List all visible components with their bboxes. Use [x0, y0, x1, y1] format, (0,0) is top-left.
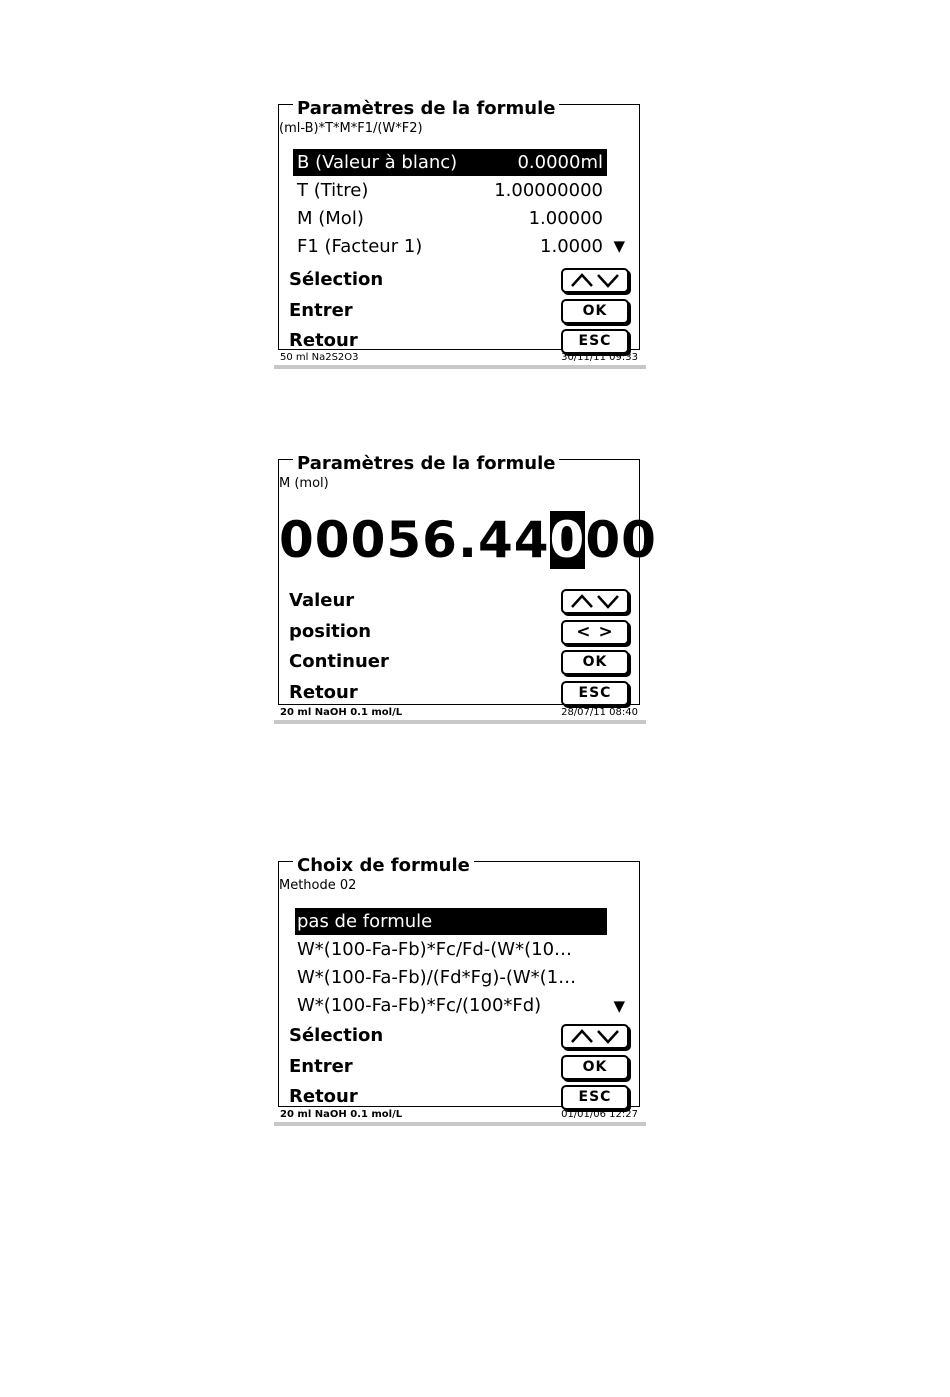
formula-option[interactable]	[295, 964, 635, 991]
formula-label: pas de formule	[297, 911, 433, 932]
value-cursor-digit[interactable]: 0	[549, 511, 586, 569]
dialog-title: Paramètres de la formule	[293, 454, 559, 474]
status-reagent: 20 ml NaOH 0.1 mol/L	[280, 707, 403, 718]
value-editor[interactable]	[279, 510, 657, 570]
selection-action[interactable]	[289, 265, 629, 295]
position-action[interactable]	[289, 617, 629, 647]
triangle-down-icon: ▼	[613, 997, 625, 1015]
status-underline	[274, 720, 646, 724]
method-subtitle: Methode 02	[279, 878, 357, 893]
action-label: Sélection	[289, 1025, 384, 1046]
up-down-key-button[interactable]	[561, 268, 629, 293]
param-row-b[interactable]	[293, 149, 607, 176]
screen-formula-choice	[278, 855, 642, 1123]
value-digits-before: 00056.44	[279, 511, 550, 569]
up-down-arrows-icon	[568, 593, 622, 609]
screen-formula-parameters	[278, 98, 642, 366]
left-right-key-button[interactable]: < >	[561, 620, 629, 645]
param-value: 1.00000000	[494, 180, 603, 201]
action-label: Entrer	[289, 1056, 353, 1077]
formula-subtitle: (ml-B)*T*M*F1/(W*F2)	[279, 121, 423, 136]
param-label: B (Valeur à blanc)	[297, 152, 458, 173]
param-row-t[interactable]	[293, 177, 607, 204]
dialog-title: Paramètres de la formule	[293, 99, 559, 119]
ok-key-button[interactable]: OK	[561, 650, 629, 675]
param-row-f1[interactable]	[293, 233, 607, 260]
action-label: Retour	[289, 330, 358, 351]
value-action[interactable]	[289, 586, 629, 616]
param-label: M (Mol)	[297, 208, 364, 229]
status-datetime: 01/01/06 12:27	[561, 1109, 638, 1120]
screen-value-entry	[278, 453, 657, 721]
status-datetime: 28/07/11 08:40	[561, 707, 638, 718]
param-value: 0.0000ml	[517, 152, 603, 173]
action-label: Entrer	[289, 300, 353, 321]
return-action[interactable]	[289, 1082, 629, 1112]
formula-option[interactable]	[295, 936, 635, 963]
esc-key-button[interactable]: ESC	[561, 329, 629, 354]
parameter-subtitle: M (mol)	[279, 476, 329, 491]
param-row-m[interactable]	[293, 205, 607, 232]
up-down-key-button[interactable]	[561, 1024, 629, 1049]
action-label: Continuer	[289, 651, 389, 672]
action-label: Valeur	[289, 590, 355, 611]
formula-option[interactable]	[295, 908, 607, 935]
triangle-down-icon: ▼	[613, 237, 625, 255]
status-reagent: 20 ml NaOH 0.1 mol/L	[280, 1109, 403, 1120]
esc-key-button[interactable]: ESC	[561, 1085, 629, 1110]
dialog-frame	[278, 855, 640, 1107]
action-label: Retour	[289, 682, 358, 703]
param-label: F1 (Facteur 1)	[297, 236, 423, 257]
status-underline	[274, 1122, 646, 1126]
dialog-frame	[278, 98, 640, 351]
value-digits-after: 00	[585, 511, 657, 569]
return-action[interactable]	[289, 678, 629, 708]
status-underline	[274, 365, 646, 369]
dialog-frame	[278, 453, 657, 705]
esc-key-button[interactable]: ESC	[561, 681, 629, 706]
up-down-key-button[interactable]	[561, 589, 629, 614]
param-value: 1.00000	[528, 208, 603, 229]
formula-label: W*(100-Fa-Fb)/(Fd*Fg)-(W*(1…	[297, 967, 577, 988]
enter-action[interactable]	[289, 1052, 629, 1082]
action-label: Sélection	[289, 269, 384, 290]
formula-label: W*(100-Fa-Fb)*Fc/Fd-(W*(10…	[297, 939, 573, 960]
ok-key-button[interactable]: OK	[561, 299, 629, 324]
ok-key-button[interactable]: OK	[561, 1055, 629, 1080]
up-down-arrows-icon	[568, 1028, 622, 1044]
up-down-arrows-icon	[568, 272, 622, 288]
formula-option[interactable]	[295, 992, 595, 1019]
action-label: Retour	[289, 1086, 358, 1107]
action-label: position	[289, 621, 372, 642]
continue-action[interactable]	[289, 647, 629, 677]
status-reagent: 50 ml Na2S2O3	[280, 352, 359, 363]
selection-action[interactable]	[289, 1021, 629, 1051]
status-datetime: 30/11/11 09:33	[561, 352, 638, 363]
param-label: T (Titre)	[297, 180, 369, 201]
param-value: 1.0000	[540, 236, 603, 257]
formula-label: W*(100-Fa-Fb)*Fc/(100*Fd)	[297, 995, 542, 1016]
enter-action[interactable]	[289, 296, 629, 326]
dialog-title: Choix de formule	[293, 856, 474, 876]
